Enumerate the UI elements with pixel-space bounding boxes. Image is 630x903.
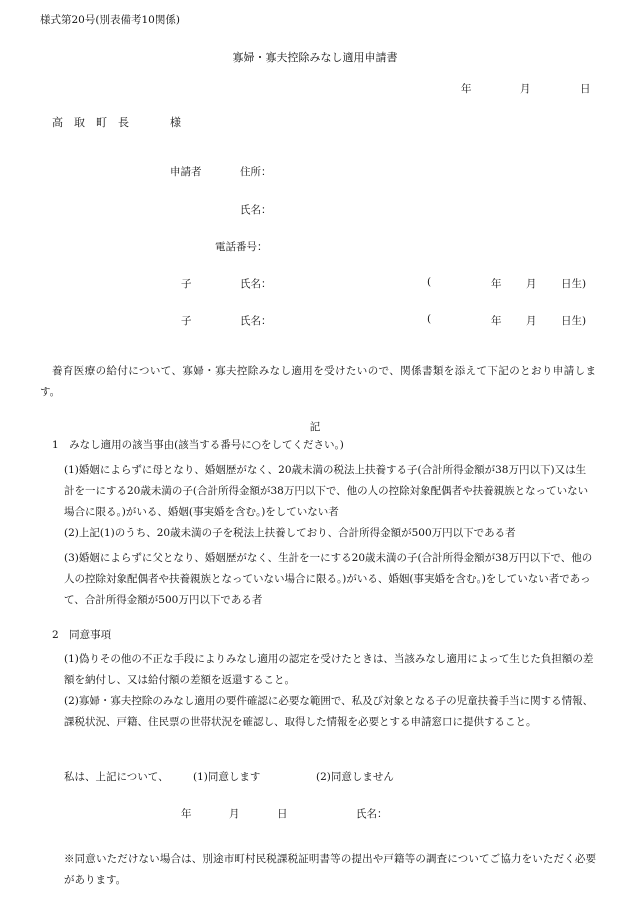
section1-item-1: (1)婚姻によらずに母となり、婚姻歴がなく、20歳未満の税法上扶養する子(合計所得金額が38万円以下)又は生計を一にする20歳未満の子(合計所得金額が38万円以下で、他の人の控除対象配偶者や扶養親族となっていない場合に限る。)がいる、婚姻(事実婚を含む。)をしていない者 — [64, 464, 589, 518]
child-birth-year: 年 — [491, 278, 502, 290]
section2-heading: 2 同意事項 — [52, 629, 112, 641]
child-name-label: 氏名： — [240, 278, 272, 290]
applicant-phone-label: 電話番号： — [215, 241, 268, 253]
ki-heading: 記 — [309, 421, 321, 433]
intro-paragraph: 養育医療の給付について、寡婦・寡夫控除みなし適用を受けたいので、関係書類を添えて下記のとおり申請します。 — [40, 365, 596, 398]
signature-year: 年 — [181, 808, 192, 820]
page-title: 寡婦・寡夫控除みなし適用申請書 — [232, 51, 398, 64]
child-birth-day: 日生) — [561, 315, 587, 327]
date-year: 年 — [461, 83, 472, 95]
section1-heading: 1 みなし適用の該当事由(該当する番号に○をしてください。) — [52, 439, 344, 451]
section1-item-3: (3)婚姻によらずに父となり、婚姻歴がなく、生計を一にする20歳未満の子(合計所得金額が38万円以下で、他の人の控除対象配偶者や扶養親族となっていない場合に限る。)がいる、婚姻(事実婚を含む。)をしていない者であって、合計所得金額が500万円以下である者 — [64, 552, 593, 606]
consent-lead: 私は、上記について、 — [64, 771, 169, 783]
date-day: 日 — [580, 83, 591, 95]
date-month: 月 — [520, 83, 531, 95]
child-birth-day: 日生) — [561, 278, 587, 290]
form-number: 様式第20号(別表備考10関係) — [40, 14, 180, 26]
addressee-honorific: 様 — [170, 116, 181, 129]
addressee-name: 高 取 町 長 — [52, 116, 129, 129]
child-birth-year: 年 — [491, 315, 502, 327]
footnote: ※同意いただけない場合は、別途市町村民税課税証明書等の提出や戸籍等の調査についてご協力をいただく必要があります。 — [64, 853, 596, 886]
applicant-name-label: 氏名： — [240, 204, 272, 216]
child-birth-paren: ( — [427, 313, 432, 325]
consent-agree-option[interactable]: (1)同意します — [193, 771, 261, 783]
child-birth-paren: ( — [427, 276, 432, 288]
section2-item-1: (1)偽りその他の不正な手段によりみなし適用の認定を受けたときは、当該みなし適用によって生じた負担額の差額を納付し、又は給付額の差額を返還すること。 — [64, 653, 594, 686]
child-birth-month: 月 — [526, 315, 537, 327]
applicant-label: 申請者 — [170, 166, 202, 178]
section2-item-2: (2)寡婦・寡夫控除のみなし適用の要件確認に必要な範囲で、私及び対象となる子の児童扶養手当に関する情報、課税状況、戸籍、住民票の世帯状況を確認し、取得した情報を必要とする申請窓口に提供すること。 — [64, 695, 594, 728]
child-birth-month: 月 — [526, 278, 537, 290]
signature-name-label: 氏名： — [356, 808, 388, 820]
child-label: 子 — [181, 315, 192, 327]
child-name-label: 氏名： — [240, 315, 272, 327]
applicant-address-label: 住所： — [240, 166, 272, 178]
consent-disagree-option[interactable]: (2)同意しません — [316, 771, 394, 783]
child-label: 子 — [181, 278, 192, 290]
signature-day: 日 — [277, 808, 288, 820]
signature-month: 月 — [229, 808, 240, 820]
section1-item-2: (2)上記(1)のうち、20歳未満の子を税法上扶養しており、合計所得金額が500万円以下である者 — [64, 527, 516, 539]
